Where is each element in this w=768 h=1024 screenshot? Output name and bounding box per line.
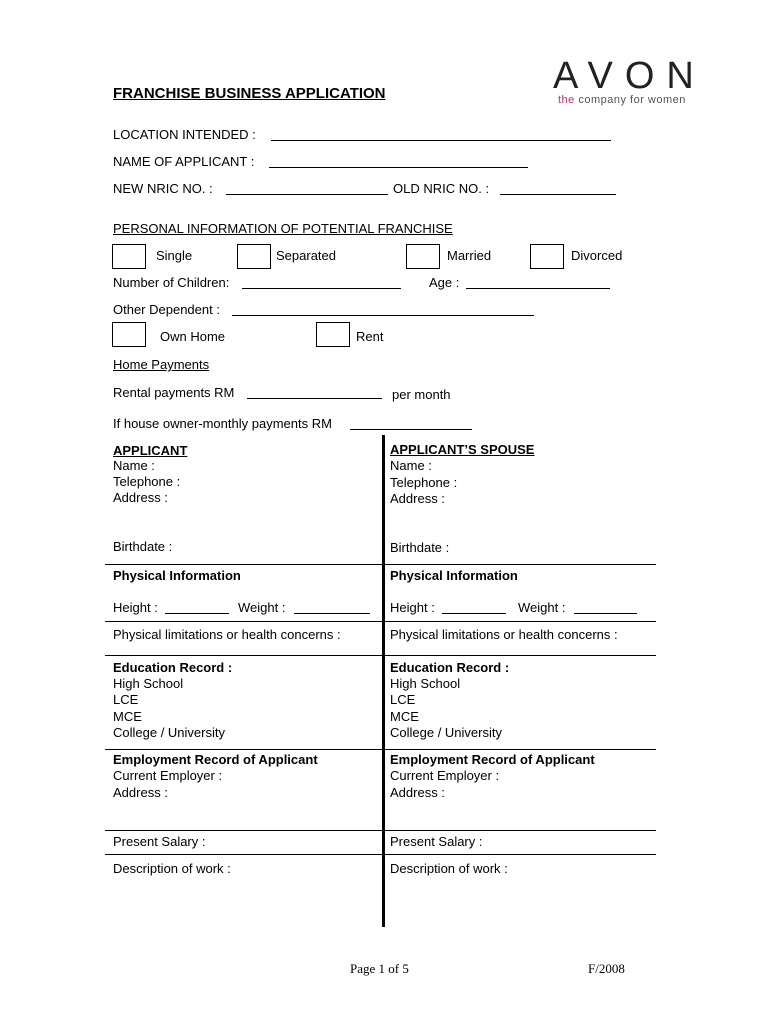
spouse-birthdate-label: Birthdate : xyxy=(390,540,450,555)
avon-tagline xyxy=(558,94,686,106)
spouse-name-label: Name : xyxy=(390,458,432,473)
applicant-birthdate-label: Birthdate : xyxy=(113,539,173,554)
applicant-name-label: Name : xyxy=(113,458,155,473)
rent-checkbox[interactable] xyxy=(316,322,350,347)
spouse-weight-label: Weight : xyxy=(518,600,566,615)
applicant-edu-lce: LCE xyxy=(113,692,139,707)
divider-description xyxy=(105,854,656,855)
spouse-current-employer-label: Current Employer : xyxy=(390,768,500,783)
new-nric-field[interactable] xyxy=(226,194,388,195)
divorced-checkbox[interactable] xyxy=(530,244,564,269)
spouse-edu-high-school: High School xyxy=(390,676,461,691)
applicant-telephone-label: Telephone : xyxy=(113,474,181,489)
spouse-edu-college: College / University xyxy=(390,725,502,740)
home-payments-heading: Home Payments xyxy=(113,357,210,372)
applicant-weight-label: Weight : xyxy=(238,600,286,615)
location-intended-field[interactable] xyxy=(271,140,611,141)
old-nric-field[interactable] xyxy=(500,194,616,195)
rent-label: Rent xyxy=(356,329,384,344)
applicant-height-label: Height : xyxy=(113,600,158,615)
divider-salary xyxy=(105,830,656,831)
applicant-heading: APPLICANT xyxy=(113,443,188,458)
other-dependent-field[interactable] xyxy=(232,315,534,316)
age-label: Age : xyxy=(429,275,460,290)
spouse-physical-limitations-label: Physical limitations or health concerns : xyxy=(390,627,618,642)
own-home-label: Own Home xyxy=(160,329,226,344)
applicant-description-of-work-label: Description of work : xyxy=(113,861,231,876)
spouse-edu-mce: MCE xyxy=(390,709,419,724)
divorced-label: Divorced xyxy=(571,248,623,263)
tagline-the: the xyxy=(558,94,575,106)
rental-payments-label: Rental payments RM xyxy=(113,385,235,400)
house-owner-payments-label: If house owner-monthly payments RM xyxy=(113,416,332,431)
own-home-checkbox[interactable] xyxy=(112,322,146,347)
applicant-physical-limitations-label: Physical limitations or health concerns : xyxy=(113,627,341,642)
applicant-edu-college: College / University xyxy=(113,725,225,740)
new-nric-label: NEW NRIC NO. : xyxy=(113,181,213,196)
old-nric-label: OLD NRIC NO. : xyxy=(393,181,490,196)
spouse-education-heading: Education Record : xyxy=(390,660,510,675)
avon-logo: AVON xyxy=(553,55,706,97)
location-intended-label: LOCATION INTENDED : xyxy=(113,127,256,142)
applicant-current-employer-label: Current Employer : xyxy=(113,768,223,783)
spouse-employment-heading: Employment Record of Applicant xyxy=(390,752,595,767)
number-of-children-label: Number of Children: xyxy=(113,275,230,290)
applicant-physical-heading: Physical Information xyxy=(113,568,241,583)
form-code: F/2008 xyxy=(588,961,625,976)
applicant-address-label: Address : xyxy=(113,490,168,505)
separated-checkbox[interactable] xyxy=(237,244,271,269)
spouse-address-label: Address : xyxy=(390,491,445,506)
separated-label: Separated xyxy=(276,248,336,263)
applicant-edu-mce: MCE xyxy=(113,709,142,724)
page-number: Page 1 of 5 xyxy=(350,961,409,976)
single-label: Single xyxy=(156,248,193,263)
spouse-physical-heading: Physical Information xyxy=(390,568,518,583)
spouse-weight-field[interactable] xyxy=(574,613,637,614)
applicant-height-field[interactable] xyxy=(165,613,229,614)
rental-payments-field[interactable] xyxy=(247,398,382,399)
single-checkbox[interactable] xyxy=(112,244,146,269)
spouse-present-salary-label: Present Salary : xyxy=(390,834,483,849)
name-of-applicant-label: NAME OF APPLICANT : xyxy=(113,154,255,169)
divider-employment xyxy=(105,749,656,750)
spouse-employer-address-label: Address : xyxy=(390,785,445,800)
spouse-description-of-work-label: Description of work : xyxy=(390,861,508,876)
house-owner-payments-field[interactable] xyxy=(350,429,472,430)
name-of-applicant-field[interactable] xyxy=(269,167,528,168)
number-of-children-field[interactable] xyxy=(242,288,401,289)
per-month-label: per month xyxy=(392,387,451,402)
other-dependent-label: Other Dependent : xyxy=(113,302,220,317)
married-label: Married xyxy=(447,248,492,263)
applicant-edu-high-school: High School xyxy=(113,676,184,691)
spouse-heading: APPLICANT’S SPOUSE xyxy=(390,442,535,457)
divider-physical xyxy=(105,564,656,565)
spouse-telephone-label: Telephone : xyxy=(390,475,458,490)
spouse-height-label: Height : xyxy=(390,600,435,615)
personal-info-heading: PERSONAL INFORMATION OF POTENTIAL FRANCHISE xyxy=(113,221,453,236)
spouse-edu-lce: LCE xyxy=(390,692,416,707)
spouse-height-field[interactable] xyxy=(442,613,506,614)
applicant-employer-address-label: Address : xyxy=(113,785,168,800)
applicant-present-salary-label: Present Salary : xyxy=(113,834,206,849)
divider-education xyxy=(105,655,656,656)
divider-limitations xyxy=(105,621,656,622)
age-field[interactable] xyxy=(466,288,610,289)
applicant-education-heading: Education Record : xyxy=(113,660,233,675)
applicant-employment-heading: Employment Record of Applicant xyxy=(113,752,318,767)
page-title: FRANCHISE BUSINESS APPLICATION xyxy=(113,85,386,102)
married-checkbox[interactable] xyxy=(406,244,440,269)
applicant-weight-field[interactable] xyxy=(294,613,370,614)
tagline-rest: company for women xyxy=(574,94,686,106)
